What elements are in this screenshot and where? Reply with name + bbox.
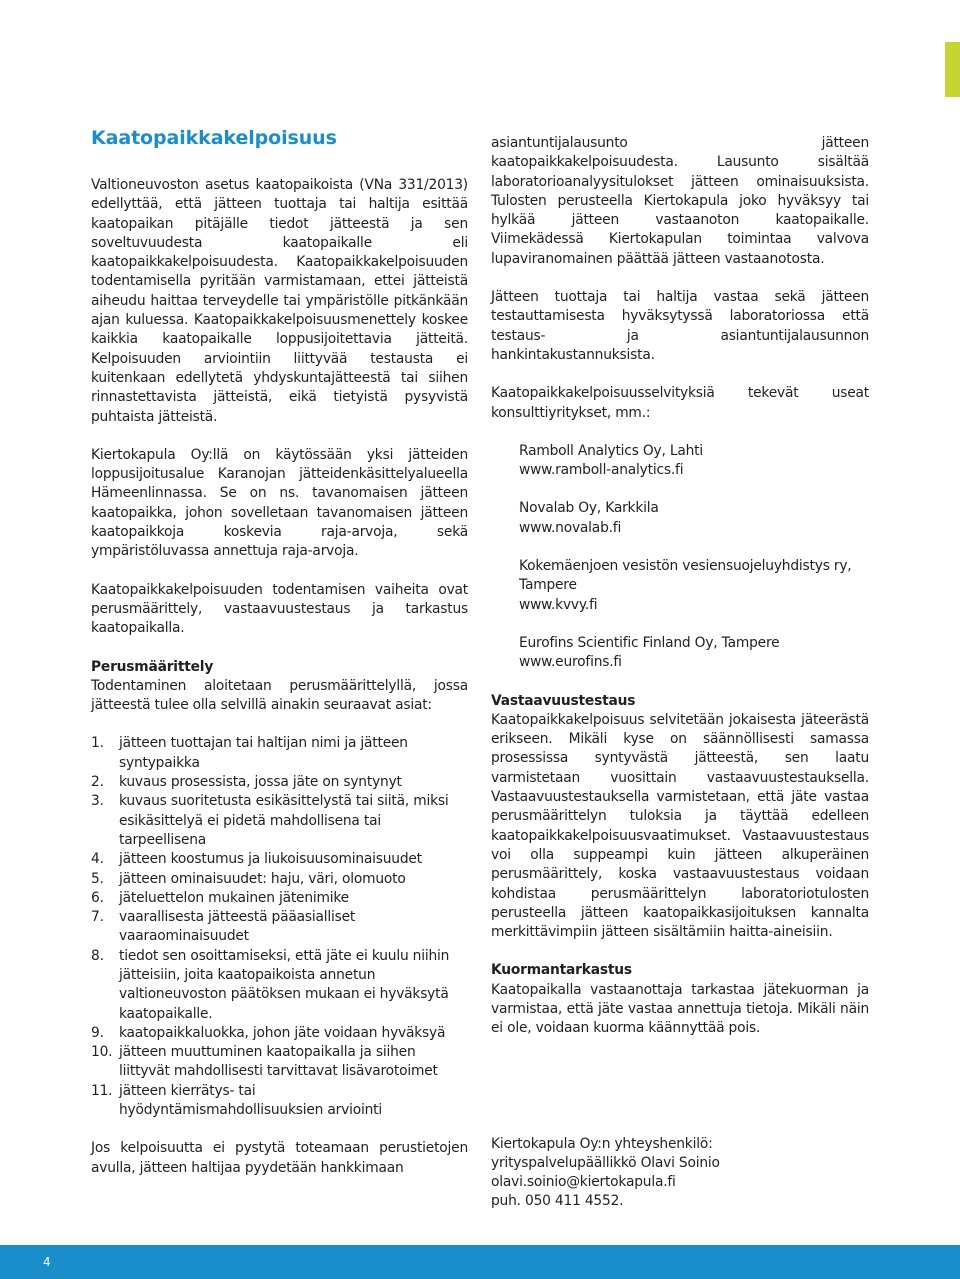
list-text: tiedot sen osoittamiseksi, että jäte ei kuulu niihin jätteisiin, joita kaatopaikoista annetun valtioneuvoston päätöksen mukaan ei hyväksytä kaatopaikalle. (119, 947, 450, 1022)
list-number: 9. (91, 1024, 104, 1041)
vastaavuustestaus-text: Kaatopaikkakelpoisuus selvitetään jokaisesta jäteerästä erikseen. Mikäli kyse on säännöllisesti samassa prosessissa syntyvästä jätteestä, sen laatu varmistetaan vuosittain vastaavuustestauksella. Vastaavuustestauksella varmistetaan, että jäte vastaa perusmäärittelyn tuloksia ja täyttää edelleen kaatopaikkakelpoisuusvaatimukset. Vastaavuustestaus voi olla suppeampi kuin jätteen alkuperäinen perusmäärittely, koska vastaavuustestaus voidaan kohdistaa perusmäärittelyn laboratoriotulosten perusteella jätteen kaatopaikkasijoituksen kannalta merkittävimpiin jätteen sisältämiin haitta-aineisiin. (491, 711, 869, 941)
kiertokapula-paragraph: Kiertokapula Oy:llä on käytössään yksi jätteiden loppusijoitusalue Karanojan jätteidenkäsittelyalueella Hämeenlinnassa. Se on ns. tavanomaisen jätteen kaatopaikka, johon sovelletaan tavanomaisen jätteen kaatopaikkoja koskevia raja-arvoja, sekä ympäristöluvassa annettuja raja-arvoja. (91, 446, 468, 560)
list-number: 8. (91, 947, 104, 964)
list-text: jätteen muuttuminen kaatopaikalla ja siihen liittyvät mahdollisesti tarvittavat lisävarotoimet (119, 1044, 438, 1080)
consultant-name: Kokemäenjoen vesistön vesiensuojeluyhdistys ry, Tampere (519, 558, 852, 594)
list-item (91, 850, 468, 869)
list-item (91, 1043, 468, 1082)
phases-paragraph: Kaatopaikkakelpoisuuden todentamisen vaiheita ovat perusmäärittely, vastaavuustestaus ja tarkastus kaatopaikalla. (91, 581, 468, 637)
list-text: jäteluettelon mukainen jätenimike (119, 889, 349, 906)
list-number: 6. (91, 889, 104, 906)
contact-person: yrityspalvelupäällikkö Olavi Soinio (491, 1154, 720, 1171)
list-number: 7. (91, 909, 104, 926)
contact-block (491, 1135, 869, 1212)
kuormantarkastus-section (491, 961, 869, 1038)
consultant-name: Eurofins Scientific Finland Oy, Tampere (519, 634, 780, 651)
accent-tab (945, 42, 960, 97)
list-item (91, 792, 468, 850)
kuormantarkastus-heading: Kuormantarkastus (491, 962, 632, 979)
consultant-name: Ramboll Analytics Oy, Lahti (519, 442, 703, 459)
list-number: 4. (91, 851, 104, 868)
list-number: 10. (91, 1044, 113, 1061)
list-text: jätteen ominaisuudet: haju, väri, olomuoto (119, 870, 406, 887)
list-text: vaarallisesta jätteestä pääasialliset vaaraominaisuudet (119, 909, 356, 945)
consultant-item (519, 499, 869, 538)
consultant-item (519, 442, 869, 481)
list-text: jätteen koostumus ja liukoisuusominaisuudet (119, 851, 422, 868)
vastaavuustestaus-section (491, 692, 869, 943)
list-text: kuvaus suoritetusta esikäsittelystä tai siitä, miksi esikäsittelyä ei pidetä mahdollisena tai tarpeellisena (119, 793, 449, 848)
list-item (91, 870, 468, 889)
list-number: 2. (91, 774, 104, 791)
consultant-item (519, 557, 869, 615)
perusmaarittely-text: Todentaminen aloitetaan perusmäärittelyllä, jossa jätteestä tulee olla selvillä ainakin seuraavat asiat: (91, 677, 468, 714)
contact-email[interactable]: olavi.soinio@kiertokapula.fi (491, 1174, 676, 1191)
basic-characterization-list (91, 734, 468, 1120)
list-item (91, 1082, 468, 1121)
responsibility-paragraph: Jätteen tuottaja tai haltija vastaa sekä jätteen testauttamisesta hyväksytyssä laboratoriossa että testaus- ja asiantuntijalausunnon hankintakustannuksista. (491, 289, 869, 363)
list-text: kaatopaikkaluokka, johon jäte voidaan hyväksyä (119, 1024, 446, 1041)
closing-paragraph: Jos kelpoisuutta ei pystytä toteamaan perustietojen avulla, jätteen haltijaa pyydetään hankkimaan (91, 1140, 468, 1176)
list-item (91, 947, 468, 1024)
perusmaarittely-section (91, 658, 468, 716)
consultant-url[interactable]: www.novalab.fi (519, 519, 622, 536)
list-number: 1. (91, 735, 104, 752)
list-text: jätteen tuottajan tai haltijan nimi ja jätteen syntypaikka (119, 735, 408, 771)
list-item (91, 1024, 468, 1043)
perusmaarittely-heading: Perusmäärittely (91, 658, 214, 675)
consultant-name: Novalab Oy, Karkkila (519, 500, 659, 517)
consultant-list (519, 442, 869, 673)
consultant-url[interactable]: www.kvvy.fi (519, 596, 598, 613)
consultant-url[interactable]: www.ramboll-analytics.fi (519, 462, 684, 479)
list-text: kuvaus prosessista, jossa jäte on syntynyt (119, 774, 402, 791)
list-text: jätteen kierrätys- tai hyödyntämismahdollisuuksien arviointi (119, 1082, 382, 1119)
list-number: 11. (91, 1082, 113, 1099)
consultant-url[interactable]: www.eurofins.fi (519, 654, 622, 671)
contact-phone: puh. 050 411 4552. (491, 1193, 624, 1210)
footer-bar (0, 1245, 960, 1279)
list-item (91, 773, 468, 792)
list-item (91, 908, 468, 947)
kuormantarkastus-text: Kaatopaikalla vastaanottaja tarkastaa jätekuorman ja varmistaa, että jäte vastaa annettuja tietoja. Mikäli näin ei ole, voidaan kuorma käännyttää pois. (491, 981, 869, 1037)
list-number: 3. (91, 793, 104, 810)
list-item (91, 734, 468, 773)
vastaavuustestaus-heading: Vastaavuustestaus (491, 692, 636, 709)
contact-heading: Kiertokapula Oy:n yhteyshenkilö: (491, 1135, 713, 1152)
list-item (91, 889, 468, 908)
intro-paragraph: Valtioneuvoston asetus kaatopaikoista (VNa 331/2013) edellyttää, että jätteen tuottaja tai haltija esittää kaatopaikan pitäjälle tiedot jätteestä ja sen soveltuvuudesta kaatopaikalle eli kaatopaikkakelpoisuudesta. Kaatopaikkakelpoisuuden todentamisella pyritään varmistamaan, ettei jätteistä aiheudu haittaa terveydelle tai ympäristölle pitkänkään ajan kuluessa. Kaatopaikkakelpoisuusmenettely koskee kaikkia kaatopaikalle loppusijoitettavia jätteitä. Kelpoisuuden arviointiin liittyvää testausta ei kuitenkaan edellytetä yhdyskuntajätteestä tai siihen rinnastettavista jätteistä, eikä tietyistä pysyvistä puhtaista jätteistä. (91, 177, 468, 425)
page-title: Kaatopaikkakelpoisuus (91, 127, 337, 149)
right-column (491, 134, 869, 1212)
page-number: 4 (43, 1255, 51, 1269)
consultants-intro: Kaatopaikkakelpoisuusselvityksiä tekevät useat konsulttiyritykset, mm.: (491, 385, 869, 421)
left-column (91, 126, 468, 1197)
list-number: 5. (91, 870, 104, 887)
statement-paragraph: asiantuntijalausunto jätteen kaatopaikkakelpoisuudesta. Lausunto sisältää laboratorioanalyysitulokset jätteen ominaisuuksista. Tulosten perusteella Kiertokapula joko hyväksyy tai hylkää jätteen vastaanoton kaatopaikalle. Viimekädessä Kiertokapulan toimintaa valvova lupaviranomainen päättää jätteen vastaanotosta. (491, 135, 869, 267)
consultant-item (519, 634, 869, 673)
